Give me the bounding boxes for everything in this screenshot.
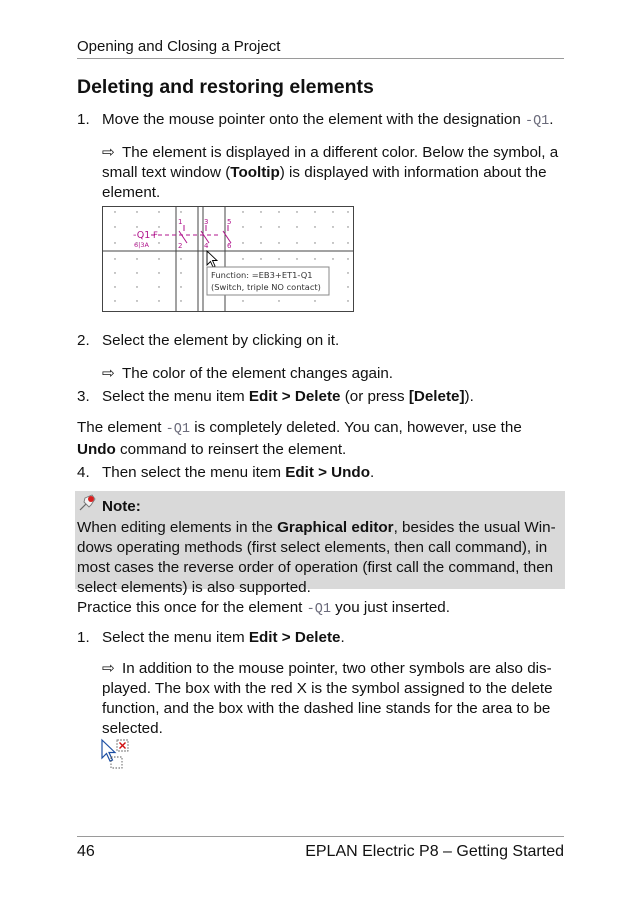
cross-reference: 6|3A (134, 241, 149, 249)
page-number: 46 (77, 843, 95, 860)
step-1-number: 1. (77, 111, 90, 128)
result-1-text: ⇨ The element is displayed in a different color. Below the symbol, a small text window (Tooltip) is displayed with information about the element. (102, 144, 559, 201)
function-label: F (153, 231, 158, 241)
pin-6: 6 (227, 242, 232, 250)
step-4-number: 4. (77, 464, 90, 481)
schematic-drawing (103, 207, 353, 311)
pin-3: 3 (204, 218, 209, 226)
pin-1: 1 (178, 218, 183, 226)
step-3-text: Select the menu item Edit > Delete (or press [Delete]). (102, 388, 474, 405)
step-b1-text: Select the menu item Edit > Delete. (102, 629, 345, 646)
tooltip-line-2: (Switch, triple NO contact) (211, 282, 321, 292)
deleted-paragraph: The element -Q1 is completely deleted. You can, however, use the Undo command to reinsert the element. (77, 419, 522, 458)
step-b1-number: 1. (77, 629, 90, 646)
pushpin-icon (76, 493, 98, 519)
tooltip (207, 267, 329, 295)
delete-cursor-icon (100, 738, 134, 776)
result-2-text: ⇨ The color of the element changes again. (102, 365, 394, 382)
footer-rule (77, 836, 564, 837)
step-2-number: 2. (77, 332, 90, 349)
section-title: Deleting and restoring elements (77, 76, 374, 98)
result-3-text: ⇨ In addition to the mouse pointer, two other symbols are also dis-played. The box with the red X is the symbol assigned to the delete function, and the box with the dashed line stands for the area to be selected. (102, 660, 553, 737)
note-title: Note: (102, 498, 141, 515)
pin-2: 2 (178, 242, 183, 250)
device-designation: -Q1 (133, 230, 151, 241)
tooltip-line-1: Function: =EB3+ET1-Q1 (211, 270, 313, 280)
result-arrow-icon: ⇨ (102, 365, 115, 382)
pin-labels (133, 218, 232, 250)
book-title: EPLAN Electric P8 – Getting Started (305, 843, 564, 860)
step-1-text: Move the mouse pointer onto the element with the designation -Q1. (102, 111, 554, 129)
practice-paragraph: Practice this once for the element -Q1 you just inserted. (77, 599, 450, 617)
step-2-text: Select the element by clicking on it. (102, 332, 340, 349)
pin-4: 4 (204, 242, 209, 250)
mouse-pointer-icon (207, 251, 217, 267)
schematic-screenshot (102, 206, 354, 312)
step-3-number: 3. (77, 388, 90, 405)
running-header: Opening and Closing a Project (77, 38, 281, 55)
pin-5: 5 (227, 218, 232, 226)
result-arrow-icon: ⇨ (102, 660, 115, 677)
result-arrow-icon: ⇨ (102, 144, 115, 161)
designation-code: -Q1 (524, 114, 550, 129)
note-body: When editing elements in the Graphical editor, besides the usual Win-dows operating methods (first select elements, then call command), in most cases the reverse order of operation (first call the command, then select elements) is also supported. (77, 519, 556, 596)
step-4-text: Then select the menu item Edit > Undo. (102, 464, 375, 481)
header-rule (77, 58, 564, 59)
contact-symbol (151, 225, 231, 243)
